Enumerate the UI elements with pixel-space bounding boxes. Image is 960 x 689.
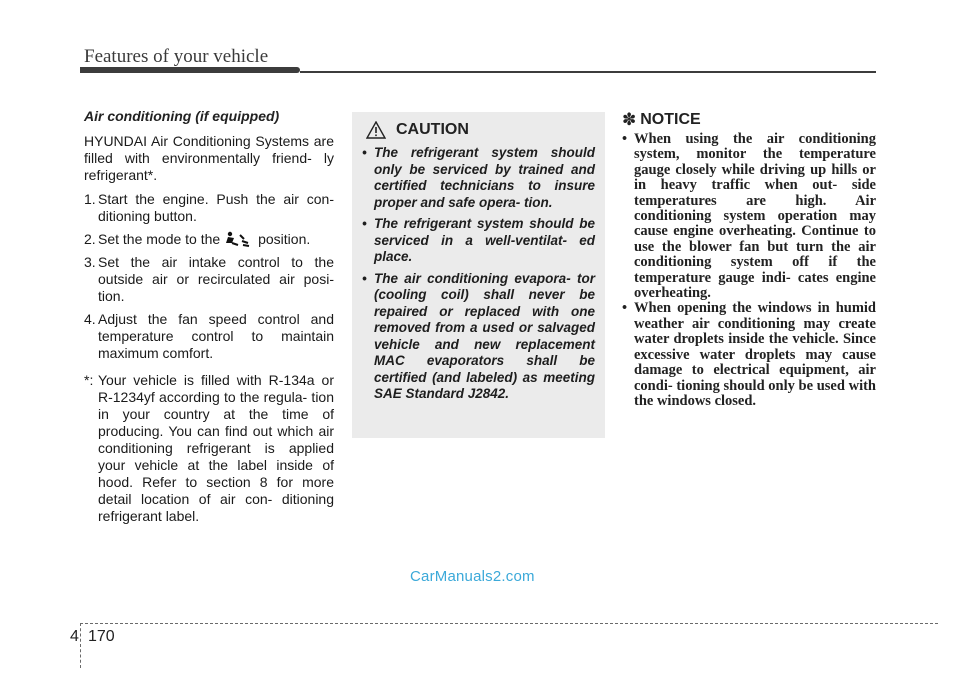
notice-title: NOTICE xyxy=(640,111,701,128)
step-text-before: Set the mode to the xyxy=(98,231,221,247)
steps-list xyxy=(84,191,334,362)
caution-box xyxy=(352,112,605,438)
step-text: Set the air intake control to the outside air or recirculated air posi- tion. xyxy=(98,254,334,304)
caution-item xyxy=(362,216,595,266)
notice-text: When opening the windows in humid weather air conditioning may create water droplets inside the vehicle. Since excessive water droplets may cause damage to electrical equipment, air condi- tioning should only be used with the windows closed. xyxy=(634,300,876,409)
page-number: 170 xyxy=(88,628,115,645)
left-column xyxy=(84,108,334,525)
header-rule-line xyxy=(300,71,876,73)
step-item xyxy=(84,254,334,305)
notice-header xyxy=(622,110,876,130)
page-header-title: Features of your vehicle xyxy=(84,46,269,67)
caution-text: The refrigerant system should be serviced in a well-ventilat- ed place. xyxy=(374,216,595,264)
bullet: • xyxy=(362,145,367,160)
caution-text: The air conditioning evapora- tor (cooling coil) shall never be repaired or replaced with one removed from a used or salvaged vehicle and new replacement MAC evaporators shall be certified (and labeled) as meeting SAE Standard J2842. xyxy=(374,270,595,401)
footnote xyxy=(84,372,334,525)
chapter-number: 4 xyxy=(70,628,79,645)
step-number: 1. xyxy=(84,191,96,207)
caution-header xyxy=(362,121,595,139)
step-number: 4. xyxy=(84,311,96,327)
bullet: • xyxy=(362,216,367,231)
footer-vertical-divider xyxy=(80,623,81,668)
bullet: • xyxy=(622,300,628,317)
bullet: • xyxy=(622,131,628,147)
step-text xyxy=(98,231,334,248)
caution-text: The refrigerant system should only be serviced by trained and certified technicians to insure proper and safe opera- tion. xyxy=(374,145,595,210)
watermark-link[interactable]: CarManuals2.com xyxy=(410,568,535,585)
footnote-mark: *: xyxy=(84,372,94,388)
step-text-after: position. xyxy=(258,231,311,247)
caution-item xyxy=(362,145,595,211)
step-item xyxy=(84,191,334,225)
notice-section xyxy=(622,110,876,409)
warning-triangle-icon xyxy=(366,121,386,139)
floor-vent-mode-icon xyxy=(222,231,252,247)
header-rule-dark xyxy=(80,67,300,73)
footer-divider xyxy=(80,623,938,624)
footnote-text: Your vehicle is filled with R-134a or R-1234yf according to the regula- tion in your country at the time of producing. You can find out which air conditioning refrigerant is applied your vehicle at the label inside of hood. Refer to section 8 for more detail location of air con- ditioning refrigerant label. xyxy=(98,372,334,524)
step-text: Adjust the fan speed control and temperature control to maintain maximum comfort. xyxy=(98,311,334,361)
notice-text: When using the air conditioning system, monitor the temperature gauge closely while driving up hills or in heavy traffic when out- side temperatures are high. Air conditioning system operation may cause engine overheating. Continue to use the blower fan but turn the air conditioning system off if the temperature gauge indi- cates engine overheating. xyxy=(634,131,876,302)
notice-symbol: ✽ xyxy=(622,110,637,129)
caution-list xyxy=(362,145,595,403)
step-item xyxy=(84,311,334,362)
step-text: Start the engine. Push the air con- ditioning button. xyxy=(98,191,334,224)
intro-paragraph: HYUNDAI Air Conditioning Systems are filled with environmentally friend- ly refrigerant*. xyxy=(84,133,334,183)
step-number: 3. xyxy=(84,254,96,270)
step-number: 2. xyxy=(84,231,96,247)
notice-item xyxy=(622,301,876,409)
notice-list xyxy=(622,132,876,409)
step-item xyxy=(84,231,334,248)
bullet: • xyxy=(362,270,367,286)
section-title: Air conditioning (if equipped) xyxy=(84,108,280,124)
caution-title: CAUTION xyxy=(396,121,469,138)
caution-item xyxy=(362,271,595,403)
notice-item xyxy=(622,132,876,301)
